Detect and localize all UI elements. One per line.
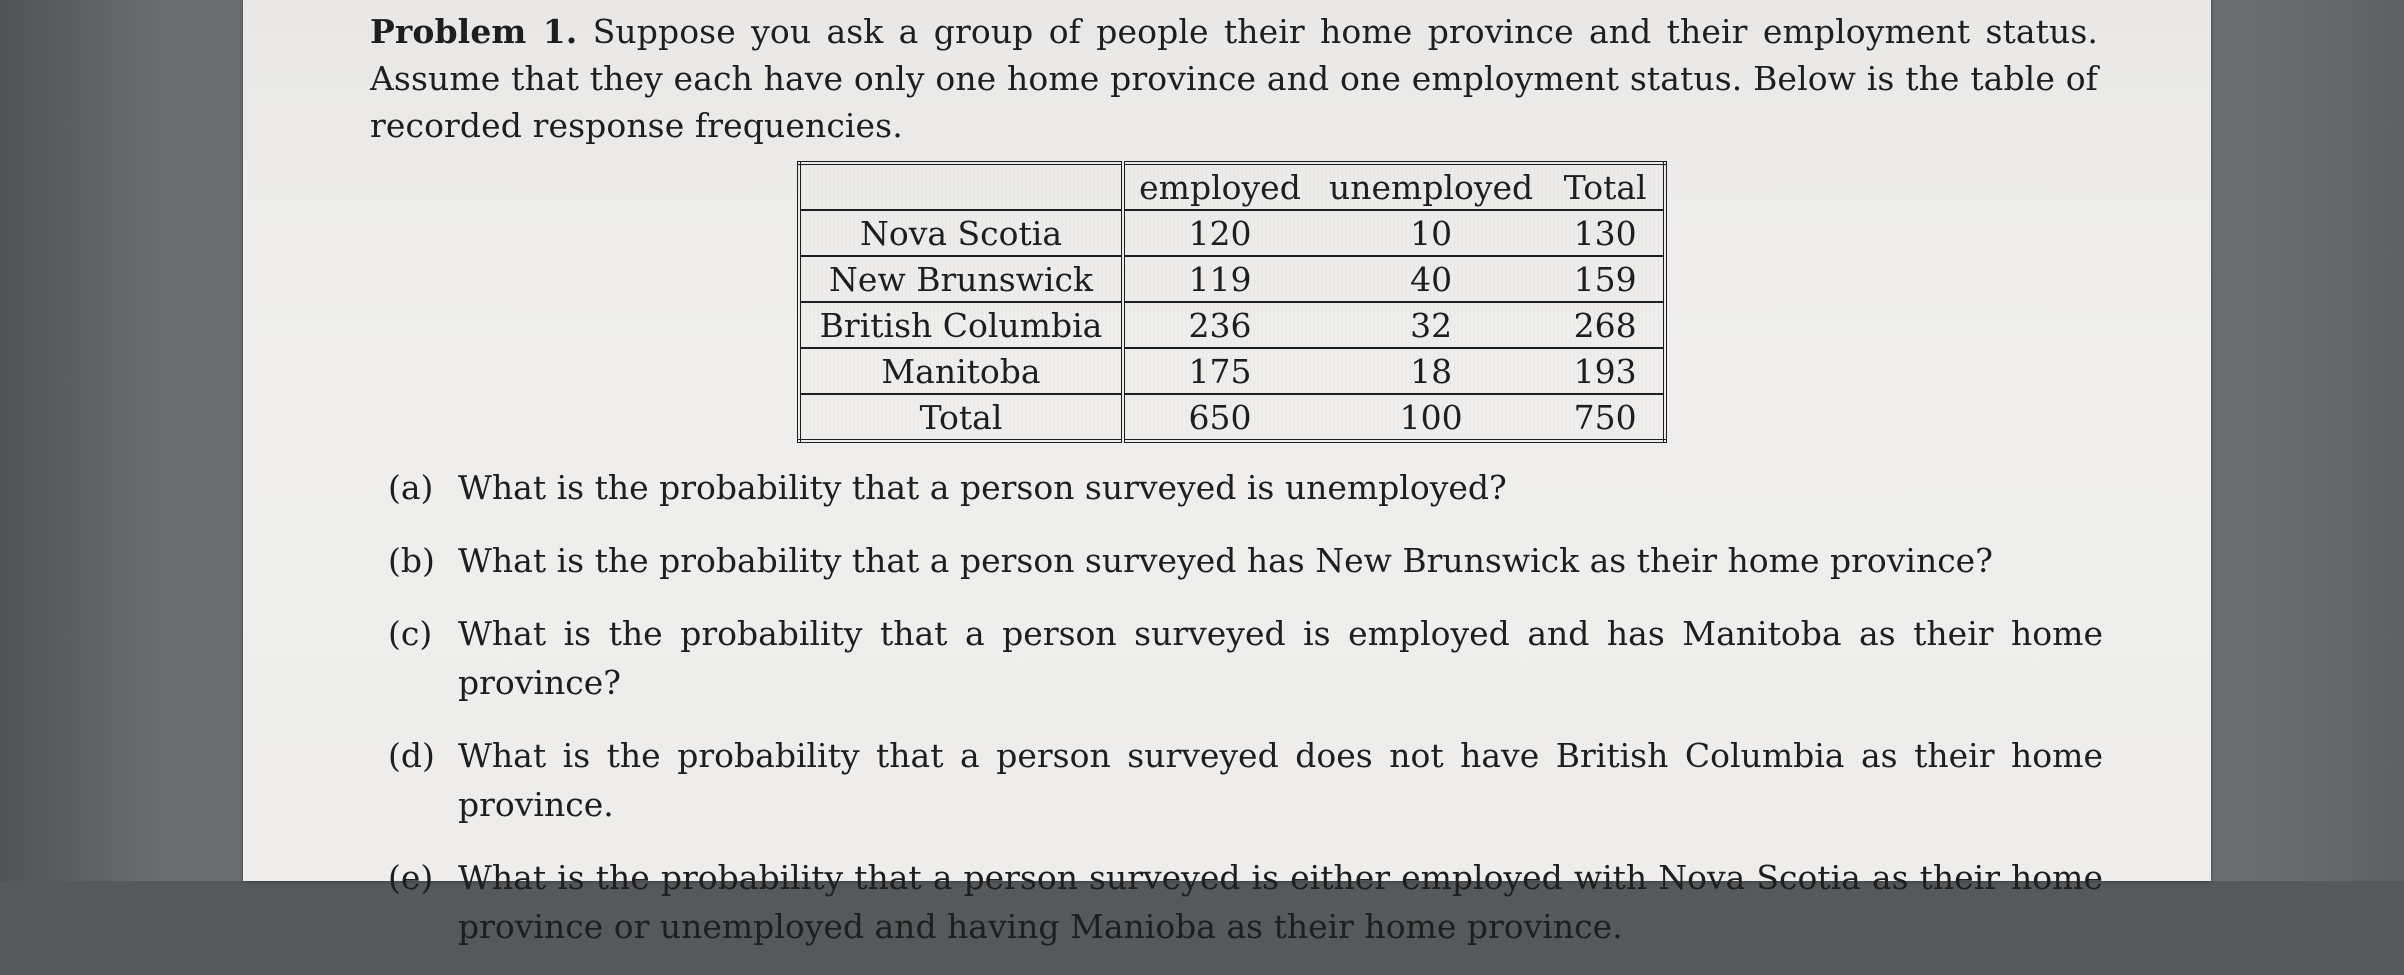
question-d: [388, 731, 2103, 829]
table-row: [799, 348, 1665, 394]
table-cell: 100: [1315, 394, 1547, 441]
row-label-nova-scotia: Nova Scotia: [799, 210, 1123, 256]
frequency-table: [797, 161, 1667, 443]
question-text: What is the probability that a person surveyed is either employed with Nova Scotia as their home province or unemployed and having Manioba as their home province.: [458, 858, 2103, 946]
question-list: [388, 463, 2103, 975]
question-e: [388, 853, 2103, 951]
header-cell-corner: [799, 163, 1123, 210]
question-text: What is the probability that a person surveyed is employed and has Manitoba as their home province?: [458, 614, 2103, 702]
table-row: [799, 394, 1665, 441]
table-cell: 18: [1315, 348, 1547, 394]
problem-content: [370, 8, 2103, 946]
question-label: (c): [388, 614, 433, 653]
table-cell: 268: [1547, 302, 1665, 348]
question-label: (a): [388, 468, 434, 507]
table-row: [799, 256, 1665, 302]
question-b: [388, 536, 2103, 585]
frequency-table-wrapper: [797, 161, 1667, 443]
problem-statement: [370, 8, 2098, 149]
table-header-row: [799, 163, 1665, 210]
question-label: (e): [388, 858, 434, 897]
table-cell: 120: [1123, 210, 1315, 256]
question-text: What is the probability that a person surveyed does not have British Columbia as their home province.: [458, 736, 2103, 824]
table-cell: 175: [1123, 348, 1315, 394]
row-label-manitoba: Manitoba: [799, 348, 1123, 394]
table-cell: 159: [1547, 256, 1665, 302]
table-cell: 40: [1315, 256, 1547, 302]
header-cell-employed: employed: [1123, 163, 1315, 210]
document-page: [243, 0, 2211, 946]
table-cell: 193: [1547, 348, 1665, 394]
row-label-total: Total: [799, 394, 1123, 441]
header-cell-total: Total: [1547, 163, 1665, 210]
problem-text: Suppose you ask a group of people their home province and their employment status. Assume that they each have only one home province and one employment status. Below is the table of recorded response frequencies.: [370, 12, 2098, 145]
question-text: What is the probability that a person surveyed has New Brunswick as their home province?: [458, 541, 1993, 580]
table-cell: 119: [1123, 256, 1315, 302]
question-c: [388, 609, 2103, 707]
table-cell: 750: [1547, 394, 1665, 441]
table-cell: 650: [1123, 394, 1315, 441]
table-row: [799, 302, 1665, 348]
problem-label: Problem 1.: [370, 12, 578, 51]
question-label: (d): [388, 736, 435, 775]
row-label-british-columbia: British Columbia: [799, 302, 1123, 348]
table-row: [799, 210, 1665, 256]
question-label: (b): [388, 541, 435, 580]
table-cell: 236: [1123, 302, 1315, 348]
table-cell: 10: [1315, 210, 1547, 256]
question-text: What is the probability that a person surveyed is unemployed?: [458, 468, 1507, 507]
question-a: [388, 463, 2103, 512]
header-cell-unemployed: unemployed: [1315, 163, 1547, 210]
table-cell: 32: [1315, 302, 1547, 348]
row-label-new-brunswick: New Brunswick: [799, 256, 1123, 302]
table-cell: 130: [1547, 210, 1665, 256]
